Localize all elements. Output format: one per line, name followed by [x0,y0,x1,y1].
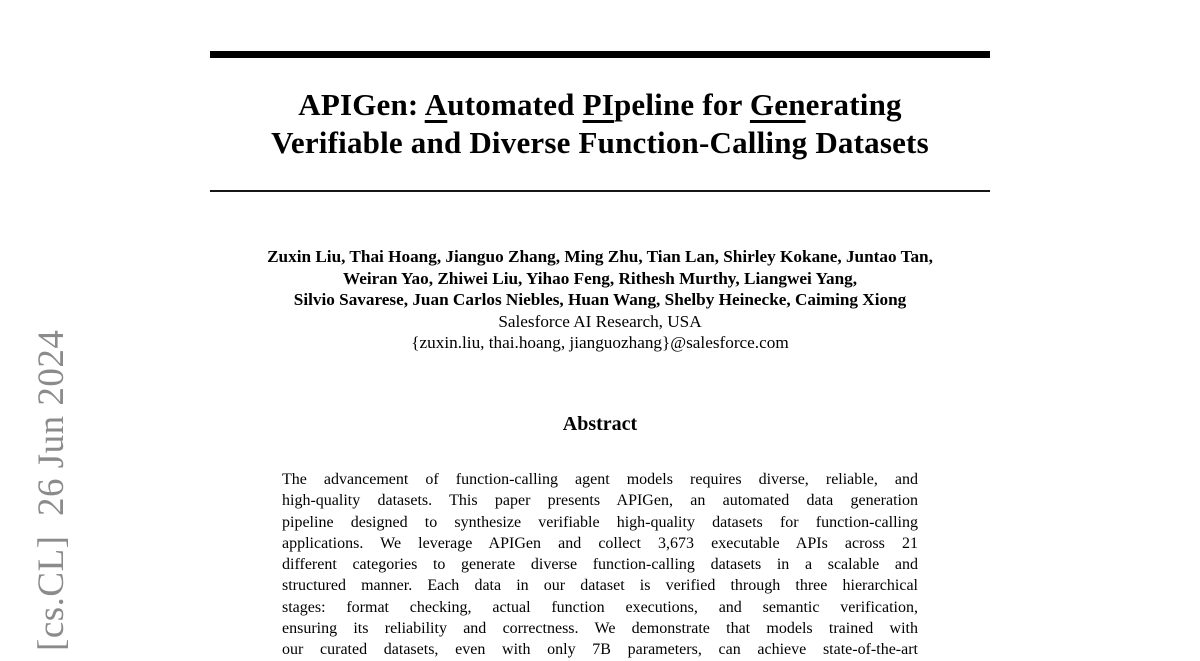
affiliation: Salesforce AI Research, USA [498,311,702,331]
top-rule [210,51,990,58]
abstract-line: pipeline designed to synthesize verifiable high-quality datasets for function-calling [282,513,918,531]
abstract-line: stages: format checking, actual function executions, and semantic verification, [282,598,918,616]
abstract-heading: Abstract [562,413,638,435]
paper-title [210,86,990,162]
title-line-2: Verifiable and Diverse Function-Calling Datasets [271,125,929,160]
abstract-line: applications. We leverage APIGen and collect 3,673 executable APIs across 21 [282,534,918,552]
email: {zuxin.liu, thai.hoang, jianguozhang}@salesforce.com [411,333,789,352]
abstract-line: structured manner. Each data in our dataset is verified through three hierarchical [282,577,918,595]
title-line-1: APIGen: Automated PIpeline for Generating [298,87,902,122]
author-block [180,246,1020,354]
abstract-body [282,469,918,661]
abstract-line: different categories to generate diverse function-calling datasets in a scalable and [282,556,918,574]
author-line-3: Silvio Savarese, Juan Carlos Niebles, Huan Wang, Shelby Heinecke, Caiming Xiong [293,290,907,309]
arxiv-stamp: [cs.CL] 26 Jun 2024 [31,329,72,651]
abstract-line: The advancement of function-calling agent models requires diverse, reliable, and [282,471,918,488]
author-line-2: Weiran Yao, Zhiwei Liu, Yihao Feng, Rithesh Murthy, Liangwei Yang, [342,268,858,288]
abstract-line: our curated datasets, even with only 7B parameters, can achieve state-of-the-art [282,641,918,659]
abstract-line: high-quality datasets. This paper presents APIGen, an automated data generation [282,492,918,510]
paper-content [210,0,990,659]
title-rule [210,190,990,192]
abstract-line: ensuring its reliability and correctness. We demonstrate that models trained with [282,620,918,638]
author-line-1: Zuxin Liu, Thai Hoang, Jianguo Zhang, Ming Zhu, Tian Lan, Shirley Kokane, Juntao Tan, [267,247,933,266]
